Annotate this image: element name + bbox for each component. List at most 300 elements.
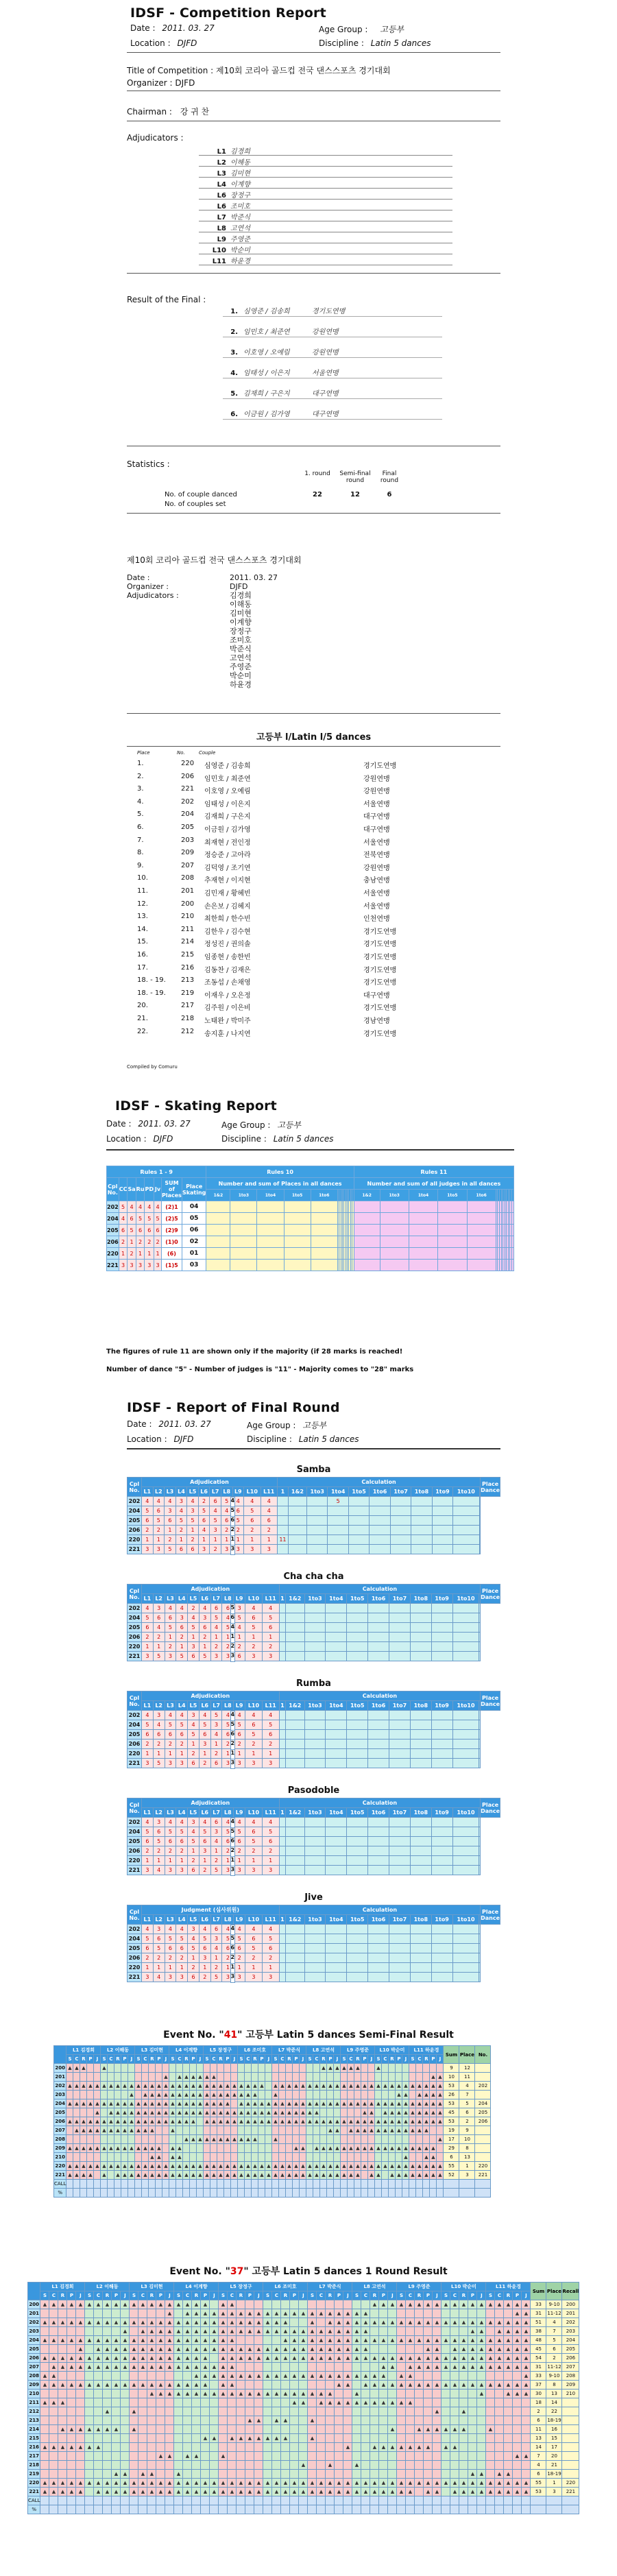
sum-cell: 29 [444,2144,459,2153]
mark-cell: ▲ [334,2117,341,2126]
placing-place: 6. [137,823,144,831]
footer-cell [477,2505,486,2514]
mark-cell [94,2470,103,2479]
mark-cell: ▲ [300,2117,306,2126]
placing-no: 211 [181,925,195,933]
mark-cell: ▲ [513,2300,522,2309]
calc-cell [411,1516,432,1526]
mark-cell [108,2153,114,2162]
adjudication-header: Adjudication [142,1798,280,1808]
rule11-cell [512,1225,514,1236]
judge-mark: 1 [188,1846,199,1856]
calc-cell [370,1516,390,1526]
mark-cell [252,2153,258,2162]
mark-cell [406,2434,415,2443]
adjudicator-name: 김경희 [230,148,250,156]
mark-cell [361,2425,370,2434]
mark-cell: ▲ [370,2443,379,2452]
judge-mark: 4 [222,1613,234,1623]
mark-cell [477,2452,486,2461]
mark-cell [238,2064,245,2073]
mark-cell [103,2327,112,2336]
mark-cell: ▲ [128,2171,135,2180]
mark-cell [326,2363,335,2372]
judge-mark: 5 [165,1545,176,1554]
judge-mark: 1 [142,1642,154,1652]
footer-cell [370,2496,379,2505]
mark-cell: ▲ [286,2099,293,2108]
calc-cell [431,1740,452,1749]
calc-cell [410,1953,431,1963]
mark-cell [290,2470,299,2479]
sum-cell: 53 [444,2099,459,2108]
footer-cell [183,2180,190,2189]
place-cell: 21 [546,2461,562,2470]
mark-cell: ▲ [513,2488,522,2496]
mark-cell [156,2434,165,2443]
calc-cell [410,1963,431,1973]
footer-cell [85,2505,94,2514]
stat-header: Final round [380,470,399,484]
mark-cell [114,2064,121,2073]
mark-cell [245,2153,252,2162]
stat-value: 22 [313,491,322,498]
result-area: 서울연맹 [312,370,339,377]
mark-cell [258,2153,265,2162]
calc-cell [328,1526,348,1535]
stat-header: 1. round [304,470,330,477]
mark-cell [388,2390,397,2398]
mark-cell: ▲ [468,2381,477,2390]
mark-cell: ▲ [254,2327,263,2336]
mark-cell [156,2461,165,2470]
recall-cell: 209 [562,2381,579,2390]
mark-cell: ▲ [217,2171,224,2180]
footer-cell [441,2505,450,2514]
judge-mark: 3 [245,1652,263,1661]
footer-cell [415,2505,424,2514]
mark-cell [121,2434,130,2443]
mark-cell: ▲ [495,2381,504,2390]
judge-mark: 4 [188,1720,199,1730]
dance-place: 4 [230,1818,236,1828]
mark-cell [382,2064,389,2073]
adjudicator-code: L9 [217,236,226,243]
mark-cell: ▲ [169,2117,176,2126]
mark-cell: ▲ [238,2117,245,2126]
mark-cell [263,2443,272,2452]
footer-cell [252,2180,258,2189]
mark-cell [252,2144,258,2153]
skating-note-2: Number of dance "5" - Number of judges is "11" - Majority comes to "28" marks [106,1366,414,1373]
mark-cell [219,2416,228,2425]
mark-cell: ▲ [430,2144,437,2153]
mark-cell: ▲ [192,2354,201,2363]
mark-cell [522,2461,531,2470]
mark-cell: ▲ [375,2064,382,2073]
judge-mark: 5 [153,1652,165,1661]
placing-row [137,989,480,1000]
judge-mark: 1 [244,1535,261,1545]
couple-no: 201 [28,2309,40,2318]
mark-cell: ▲ [389,2099,396,2108]
judge-mark: 1 [165,1749,176,1759]
mark-cell: ▲ [326,2336,335,2345]
judge-mark: 3 [176,1973,188,1982]
mark-cell: ▲ [423,2117,430,2126]
mark-cell: ▲ [192,2309,201,2318]
adjudicator-row [199,211,452,221]
mark-cell: ▲ [306,2099,313,2108]
round1-event-no: 37 [230,2266,244,2277]
judge-mark: 3 [222,1973,234,1982]
judge-header: L7 [210,1808,222,1818]
judge-mark: 1 [165,1526,176,1535]
mark-cell [156,2135,162,2144]
mark-cell: ▲ [103,2488,112,2496]
judge-mark: 4 [262,1818,279,1827]
mark-cell [272,2064,279,2073]
dance-place: 4 [230,1623,236,1633]
mark-cell: ▲ [112,2479,121,2488]
sum-cell: 7 [531,2452,546,2461]
mark-cell [165,2416,174,2425]
mark-cell [290,2452,299,2461]
dance-cpl-no: 206 [128,1953,142,1963]
calc-cell [479,1516,481,1526]
mark-cell [335,2390,343,2398]
mark-cell: ▲ [468,2363,477,2372]
place-cell: 9-10 [546,2300,562,2309]
judge-group-header: L9 주영준 [341,2046,375,2055]
calc-col-header: 1 [278,1487,289,1497]
mark-cell: ▲ [513,2354,522,2363]
mark-cell: ▲ [121,2144,128,2153]
calc-cell [328,1506,348,1516]
mark-cell: ▲ [101,2144,108,2153]
judge-mark: 3 [262,1973,279,1982]
calc-cell [452,1837,479,1846]
mark-cell [397,2309,406,2318]
rule10-cell [257,1213,284,1225]
mark-cell: ▲ [504,2336,513,2345]
judge-header: L9 [232,1487,244,1497]
mark-cell [388,2416,397,2425]
calc-cell [431,1953,452,1963]
calc-cell [431,1633,452,1642]
mark-cell [409,2073,416,2082]
mark-cell: ▲ [192,2390,201,2398]
place-header: Place [137,750,150,756]
mark-cell: ▲ [361,2336,370,2345]
mark-cell [406,2470,415,2479]
footer-cell [361,2180,368,2189]
adjudicator-name: 하윤경 [230,258,250,265]
mark-cell: ▲ [210,2434,219,2443]
mark-cell: ▲ [459,2363,468,2372]
sum-cell: 53 [531,2488,546,2496]
mark-cell [156,2073,162,2082]
mark-cell: ▲ [156,2390,165,2398]
footer-cell [210,2180,217,2189]
mark-cell [58,2452,67,2461]
calc-cell [347,1846,368,1856]
mark-cell: ▲ [130,2300,138,2309]
calc-col-header: 1to8 [410,1594,431,1604]
mark-cell [389,2073,396,2082]
judge-mark: 5 [199,1934,210,1944]
footer-cell [300,2189,306,2198]
mark-cell: ▲ [437,2082,444,2091]
mark-cell: ▲ [370,2300,379,2309]
footer-cell [224,2180,231,2189]
place-dance-header: Place Dance [481,1585,500,1604]
calc-col-header: 1to7 [389,1915,411,1925]
mark-cell [210,2064,217,2073]
couple-row [54,2153,491,2162]
mark-cell [290,2443,299,2452]
footer-cell [162,2180,169,2189]
footer-cell [334,2180,341,2189]
calc-cell [279,1925,285,1934]
mark-cell: ▲ [308,2434,317,2443]
mark-cell: ▲ [388,2318,397,2327]
mark-cell [459,2372,468,2381]
mark-cell [352,2363,361,2372]
calc-col-header: 1to3 [304,1701,326,1711]
mark-cell [433,2443,441,2452]
judge-mark: 5 [199,1827,210,1837]
mark-cell: ▲ [258,2099,265,2108]
mark-cell: ▲ [228,2354,237,2363]
mark-cell [130,2327,138,2336]
mark-cell: ▲ [228,2327,237,2336]
calc-cell [479,1944,481,1953]
dance-cpl-no: 204 [128,1506,142,1516]
mark-cell: ▲ [504,2470,513,2479]
judge-mark: 4 [142,1818,154,1827]
mark-cell [300,2153,306,2162]
mark-cell: ▲ [272,2117,279,2126]
judge-mark: 4 [176,1818,188,1827]
dance-abbr: R [370,2291,379,2300]
mark-cell [58,2390,67,2398]
judge-mark: 6 [198,1516,210,1526]
judge-mark: 3 [142,1759,154,1768]
calc-cell [304,1934,326,1944]
calc-cell [452,1827,479,1837]
mark-cell: ▲ [415,2381,424,2390]
judge-mark: 4 [234,1623,245,1633]
judge-mark: 6 [234,1730,245,1740]
mark-cell: ▲ [174,2363,183,2372]
calc-cell [347,1856,368,1866]
mark-cell [341,2126,348,2135]
footer-cell [313,2180,320,2189]
mark-cell: ▲ [409,2117,416,2126]
mark-cell: ▲ [80,2117,87,2126]
mark-cell [210,2407,219,2416]
judge-mark: 1 [165,1963,176,1973]
mark-cell [85,2398,94,2407]
mark-cell [162,2126,169,2135]
footer-cell [94,2496,103,2505]
mark-cell: ▲ [348,2099,354,2108]
mark-cell: ▲ [94,2345,103,2354]
footer-cell [504,2496,513,2505]
mark-cell: ▲ [237,2309,245,2318]
dance-row [128,1963,500,1973]
footer-cell [382,2180,389,2189]
mark-cell [87,2153,94,2162]
mark-cell: ▲ [183,2390,192,2398]
mark-cell: ▲ [162,2073,169,2082]
mark-cell: ▲ [495,2318,504,2327]
calculation-header: Calculation [279,1692,480,1701]
judge-mark: 2 [222,1740,234,1749]
mark-cell [128,2073,135,2082]
rule10-cell [284,1225,311,1236]
judge-mark: 1 [142,1856,154,1866]
calc-cell [389,1633,411,1642]
judge-mark: 4 [221,1506,232,1516]
mark-cell: ▲ [87,2162,94,2171]
mark-cell: ▲ [368,2171,375,2180]
mark-cell: ▲ [293,2099,300,2108]
calc-cell [431,1925,452,1934]
judge-mark: 4 [165,1497,176,1506]
mark-cell: ▲ [300,2171,306,2180]
mark-cell: ▲ [450,2318,459,2327]
calc-cell [479,1963,481,1973]
mark-cell [326,2300,335,2309]
calc-cell [389,1652,411,1661]
mark-cell: ▲ [459,2345,468,2354]
mark-cell: ▲ [73,2162,80,2171]
calc-col-header: 1to5 [347,1915,368,1925]
dance-cpl-no: 220 [128,1642,142,1652]
mark-cell [121,2452,130,2461]
footer-cell [459,2505,468,2514]
calc-col-header: 1 [279,1915,285,1925]
footer-cell [416,2180,423,2189]
mark-cell: ▲ [201,2309,210,2318]
mark-cell [370,2416,379,2425]
mark-cell: ▲ [352,2461,361,2470]
adjudicator-row [199,255,452,265]
dance-cpl-no: 202 [128,1497,142,1506]
mark-cell [210,2443,219,2452]
mark-cell: ▲ [147,2300,156,2309]
mark-cell: ▲ [67,2425,76,2434]
mark-cell [361,2135,368,2144]
footer-cell [423,2180,430,2189]
mark-cell: ▲ [361,2099,368,2108]
place-cell: 8 [459,2144,475,2153]
judge-mark: 3 [245,1973,263,1982]
couple-no: 221 [28,2488,40,2496]
judge-mark: 2 [153,1953,165,1963]
footer-cell [368,2189,375,2198]
mark-cell: ▲ [522,2479,531,2488]
mark-cell [183,2372,192,2381]
judge-mark: 3 [142,1973,154,1982]
mark-cell [327,2108,334,2117]
mark-cell [58,2372,67,2381]
mark-cell [379,2416,388,2425]
mark-cell: ▲ [85,2336,94,2345]
mark-cell: ▲ [327,2144,334,2153]
couple-row [54,2171,491,2180]
judge-mark: 2 [142,1526,154,1535]
dance-place: 3 [230,1759,236,1769]
calc-col-header: 1&2 [286,1701,304,1711]
mark-cell: ▲ [272,2488,281,2496]
mark-cell [343,2461,352,2470]
judge-mark: 1 [262,1749,279,1759]
mark-cell [389,2064,396,2073]
judge-mark: 5 [188,1623,199,1633]
placing-couple: 추재현 / 이지현 [204,877,251,885]
calc-cell [304,1953,326,1963]
mark-cell: ▲ [433,2318,441,2327]
mark-cell [121,2416,130,2425]
judge-mark: 6 [210,1925,222,1934]
mark-cell: ▲ [76,2336,85,2345]
mark-cell: ▲ [149,2099,156,2108]
dance-place: 4 [230,1925,236,1935]
dance-abbr: C [272,2291,281,2300]
placing-no: 204 [181,810,195,819]
calc-col-header: 1 [279,1808,285,1818]
mark-cell: ▲ [147,2470,156,2479]
result-place: 2. [230,328,238,336]
mark-cell [397,2470,406,2479]
judge-header: L4 [176,1701,188,1711]
mark-cell: ▲ [245,2327,254,2336]
calc-cell [286,1973,304,1982]
mark-cell: ▲ [430,2117,437,2126]
calc-cell [479,1818,481,1827]
recall-cell [562,2461,579,2470]
judge-mark: 4 [210,1506,221,1516]
mark-cell [368,2135,375,2144]
judge-mark: 4 [245,1925,263,1934]
calc-cell [279,1973,285,1982]
mark-cell [165,2470,174,2479]
mark-cell [416,2073,423,2082]
mark-cell: ▲ [76,2363,85,2372]
mark-cell [450,2398,459,2407]
judge-header: L1 [142,1594,154,1604]
dance-row [128,1604,500,1613]
calc-col-header: 1 [279,1701,285,1711]
mark-cell [299,2452,308,2461]
skating-discipline-row [221,1134,333,1144]
calc-cell [431,1720,452,1730]
mark-cell [326,2407,335,2416]
mark-cell [320,2153,327,2162]
mark-cell [424,2372,433,2381]
mark-cell: ▲ [327,2064,334,2073]
mark-cell [286,2153,293,2162]
footer-cell [101,2189,108,2198]
mark-cell: ▲ [201,2354,210,2363]
dance-abbr: J [210,2291,219,2300]
judge-mark: 4 [165,1604,176,1613]
mark-cell: ▲ [149,2126,156,2135]
placing-place: 1. [137,760,144,767]
